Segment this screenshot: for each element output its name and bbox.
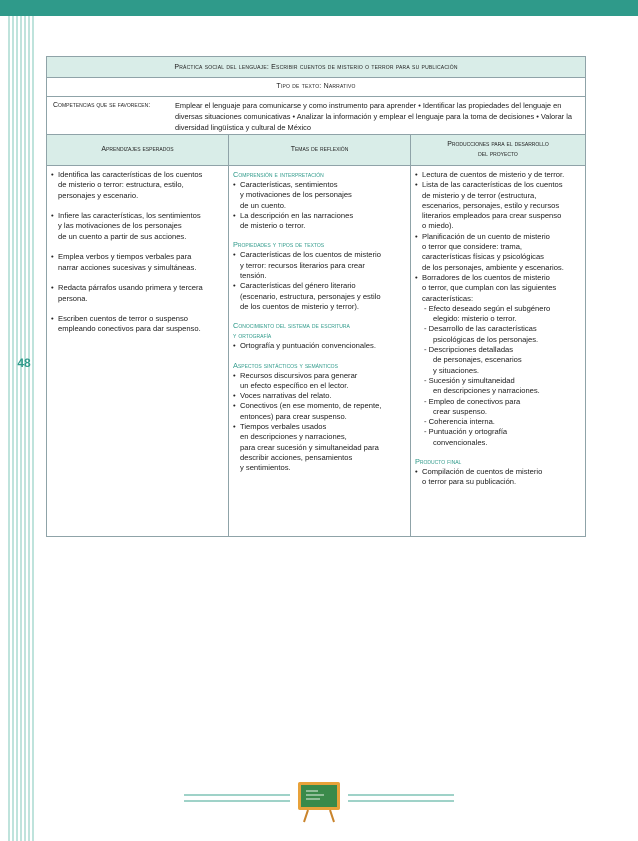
topic-item — [233, 341, 407, 351]
topic-item — [233, 250, 407, 281]
list-item-line: • Características del género literario — [233, 281, 356, 291]
product-item — [415, 180, 582, 231]
list-item-line: de misterio o terror. — [240, 221, 306, 231]
bullet-icon: • — [415, 467, 418, 477]
product-item — [415, 170, 582, 180]
list-item-line: - Efecto deseado según el subgénero — [424, 303, 551, 313]
table-body — [47, 166, 585, 536]
footer-line-left — [184, 794, 290, 802]
bullet-icon: • — [51, 314, 54, 324]
list-item-line: y motivaciones de los personajes — [240, 190, 352, 200]
topic-item — [233, 422, 407, 473]
list-item-line: • Emplea verbos y tiempos verbales para — [51, 252, 192, 262]
page-number: 48 — [17, 356, 31, 370]
list-item-line: psicológicas de los personajes. — [433, 334, 539, 344]
list-item-line: y terror: recursos literarios para crear — [240, 260, 365, 270]
bullet-icon: • — [233, 422, 236, 432]
list-item-line: • Escriben cuentos de terror o suspenso — [51, 314, 189, 324]
bullet-icon: • — [51, 170, 54, 179]
list-item-line: • Borradores de los cuentos de misterio — [415, 272, 550, 282]
spacer — [51, 304, 225, 314]
bullet-icon: • — [415, 180, 418, 190]
side-stripes-decoration — [8, 16, 34, 841]
list-item-line: características físicas y psicológicas — [422, 252, 544, 262]
list-item-line: persona. — [58, 293, 88, 303]
product-item — [415, 273, 582, 304]
spacer — [415, 448, 582, 453]
topic-item — [233, 281, 407, 312]
topic-item — [233, 371, 407, 392]
list-item-line: - Desarrollo de las características — [424, 324, 537, 334]
bullet-icon: • — [415, 272, 418, 282]
bullet-icon: • — [233, 391, 236, 401]
list-item-line: crear suspenso. — [433, 406, 488, 416]
bullet-icon: • — [233, 281, 236, 291]
list-item-line: para crear sucesión y simultaneidad para — [240, 442, 379, 452]
list-item-line: - Empleo de conectivos para — [424, 396, 521, 406]
list-item-line: de misterio o terror: estructura, estilo, — [58, 180, 184, 190]
topic-item — [233, 391, 407, 401]
list-item-line: • Planificación de un cuento de misterio — [415, 231, 550, 241]
list-item-line: un efecto específico en el lector. — [240, 380, 349, 390]
list-item-line: personajes y escenario. — [58, 190, 139, 200]
product-subitem — [415, 345, 582, 376]
section-title: Aspectos sintácticos y semánticos — [233, 360, 338, 370]
col-header-learning: Aprendizajes esperados — [47, 135, 229, 165]
spacer — [233, 352, 407, 357]
list-item-line: • Tiempos verbales usados — [233, 422, 327, 432]
list-item-line: de un cuento a partir de sus acciones. — [58, 231, 187, 241]
col-header-products-line1: Producciones para el desarrollo — [447, 141, 549, 148]
list-item-line: de los personajes, ambiente y escenarios. — [422, 262, 564, 272]
col-header-products — [411, 135, 585, 165]
product-subitem — [415, 304, 582, 325]
list-item-line: • Voces narrativas del relato. — [233, 391, 332, 401]
product-subitem — [415, 376, 582, 397]
bullet-icon: • — [233, 341, 236, 351]
list-item-line: • Características de los cuentos de misterio — [233, 250, 381, 260]
spacer — [233, 231, 407, 236]
bullet-icon: • — [415, 231, 418, 241]
column-headers — [47, 135, 585, 166]
bullet-icon: • — [233, 250, 236, 260]
list-item-line: de personajes, escenarios — [433, 355, 522, 365]
learning-column — [47, 166, 229, 536]
list-item-line: - Coherencia interna. — [424, 417, 495, 427]
section-title: Comprensión e interpretación — [233, 170, 324, 179]
learning-item — [51, 252, 225, 273]
list-item-line: • Recursos discursivos para generar — [233, 370, 358, 380]
competencies-text: Emplear el lenguaje para comunicarse y como instrumento para aprender • Identificar las propiedades del lenguaje en diversas situaciones comunicativas • Analizar la información y emplear el lenguaje para la toma de decisiones • Valorar la diversidad lingüística y cultural de México — [175, 101, 572, 132]
product-subitem — [415, 417, 582, 427]
products-column — [411, 166, 585, 536]
list-item-line: • Compilación de cuentos de misterio — [415, 467, 543, 477]
list-item-line: • Ortografía y puntuación convencionales. — [233, 341, 376, 351]
product-subitem — [415, 427, 582, 448]
bullet-icon: • — [233, 210, 236, 220]
topics-column — [229, 166, 411, 536]
list-item-line: narrar acciones sucesivas y simultáneas. — [58, 262, 197, 272]
product-subitem — [415, 324, 582, 345]
list-item-line: • Infiere las características, los sentimientos — [51, 211, 201, 221]
list-item-line: o terror, que cumplan con las siguientes — [422, 283, 557, 293]
spacer — [51, 201, 225, 211]
bullet-icon: • — [51, 211, 54, 221]
social-practice-header: Práctica social del lenguaje: Escribir cuentos de misterio o terror para su publicación — [47, 57, 585, 78]
list-item-line: y sentimientos. — [240, 463, 291, 473]
list-item-line: o terror para su publicación. — [422, 477, 517, 487]
list-item-line: o terror que considere: trama, — [422, 242, 523, 252]
topic-item — [233, 180, 407, 211]
section-title: Propiedades y tipos de textos — [233, 240, 325, 250]
learning-item — [51, 170, 225, 201]
list-item-line: - Sucesión y simultaneidad — [424, 375, 515, 385]
list-item-line: y las motivaciones de los personajes — [58, 221, 182, 231]
list-item-line: (escenario, estructura, personajes y estilo — [240, 291, 381, 301]
list-item-line: tensión. — [240, 271, 267, 281]
bullet-icon: • — [51, 283, 54, 293]
section-title: y ortografía — [233, 331, 272, 341]
chalkboard-logo-icon — [294, 780, 344, 824]
list-item-line: de misterio y de terror (estructura, — [422, 190, 537, 200]
list-item-line: convencionales. — [433, 437, 488, 447]
list-item-line: • Redacta párrafos usando primera y tercera — [51, 283, 203, 293]
list-item-line: o miedo). — [422, 221, 454, 231]
list-item-line: • Lectura de cuentos de misterio y de terror. — [415, 170, 565, 179]
learning-item — [51, 211, 225, 242]
topic-item — [233, 401, 407, 422]
list-item-line: entonces) para crear suspenso. — [240, 411, 347, 421]
list-item-line: de los cuentos de misterio y terror). — [240, 301, 360, 311]
list-item-line: • Características, sentimientos — [233, 180, 338, 189]
list-item-line: • La descripción en las narraciones — [233, 210, 354, 220]
bullet-icon: • — [51, 252, 54, 262]
spacer — [233, 312, 407, 317]
list-item-line: en descripciones y narraciones, — [240, 432, 347, 442]
final-product-item — [415, 467, 582, 488]
product-item — [415, 232, 582, 273]
footer-line-right — [348, 794, 454, 802]
list-item-line: y situaciones. — [433, 365, 480, 375]
spacer — [51, 273, 225, 283]
bullet-icon: • — [233, 370, 236, 380]
product-subitem — [415, 397, 582, 418]
col-header-topics: Temas de reflexión — [229, 135, 411, 165]
list-item-line: - Puntuación y ortografía — [424, 427, 508, 437]
bullet-icon: • — [415, 170, 418, 179]
list-item-line: características: — [422, 293, 474, 303]
curriculum-table — [46, 56, 586, 537]
list-item-line: empleando conectivos para dar suspenso. — [58, 324, 201, 334]
topic-item — [233, 211, 407, 232]
bullet-icon: • — [233, 180, 236, 189]
learning-item — [51, 314, 225, 335]
list-item-line: elegido: misterio o terror. — [433, 314, 517, 324]
list-item-line: describir acciones, pensamientos — [240, 452, 353, 462]
list-item-line: • Lista de las características de los cuentos — [415, 180, 563, 190]
section-title: Producto final — [415, 457, 462, 467]
competencies-row — [47, 97, 585, 135]
list-item-line: escenarios, personajes, estilo y recursos — [422, 200, 560, 210]
list-item-line: • Conectivos (en ese momento, de repente, — [233, 401, 382, 411]
col-header-products-line2: del proyecto — [478, 151, 518, 158]
spacer — [51, 242, 225, 252]
list-item-line: literarios empleados para crear suspenso — [422, 211, 562, 221]
list-item-line: en descripciones y narraciones. — [433, 386, 540, 396]
list-item-line: de un cuento. — [240, 200, 287, 210]
bullet-icon: • — [233, 401, 236, 411]
competencies-label: Competencias que se favorecen: — [53, 102, 151, 109]
top-color-bar — [0, 0, 638, 16]
list-item-line: • Identifica las características de los cuentos — [51, 170, 203, 179]
text-type-header: Tipo de texto: Narrativo — [47, 78, 585, 97]
list-item-line: - Descripciones detalladas — [424, 345, 514, 355]
learning-item — [51, 283, 225, 304]
section-title: Conocimiento del sistema de escritura — [233, 321, 350, 331]
